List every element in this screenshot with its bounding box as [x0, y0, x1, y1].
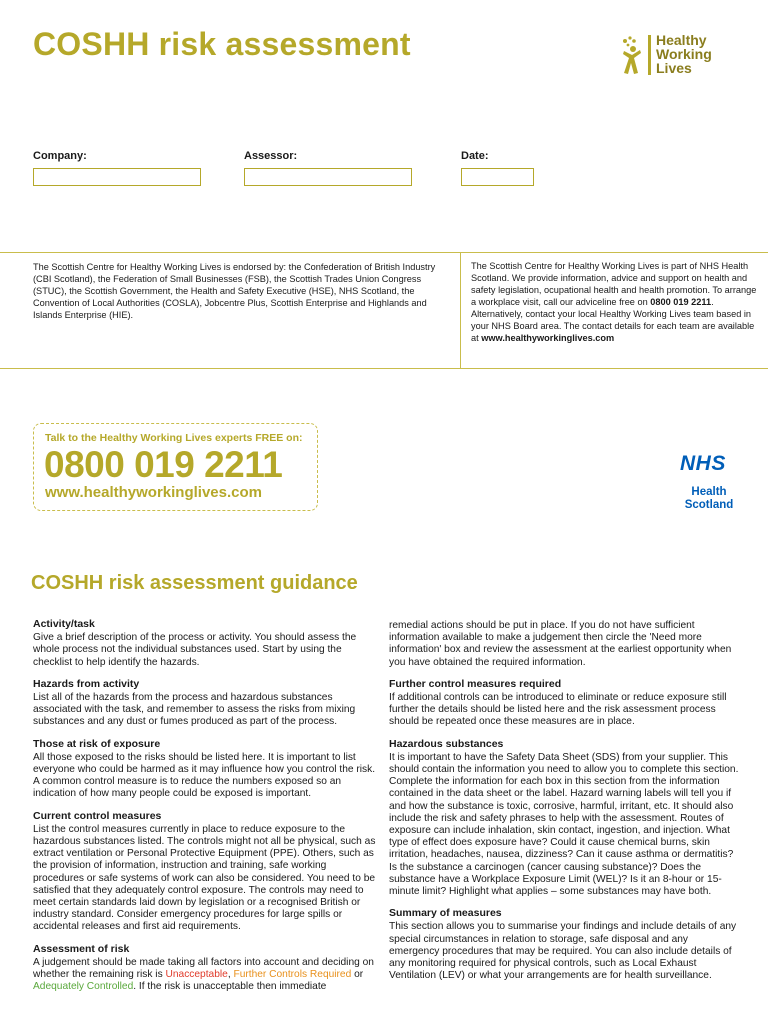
section-body: List the control measures currently in place to reduce exposure to the hazardous substances listed. The controls might not all be physical, such as extract ventilation or Personal Protective Equipment (PPE). Others, such as the provision of information, instruction and training, safe working procedures or safe systems of work can also be considered. You need to be satisfied that they adequately control exposure. The controls may need to meet certain standards laid down by legislation or a recognised British or industry standard. Consider emergency procedures for large spills or accidental releases and first aid requirements.: [33, 823, 376, 933]
section-body: It is important to have the Safety Data Sheet (SDS) from your supplier. This should contain the information you need to allow you to complete this section. Complete the information for each box in this section from the information contained in the data sheet or the label. Hazard warning labels will tell you if and how the substance is toxic, corrosive, harmful, irritant, etc. It should also include the risk and safety phrases to help with the assessment. Routes of exposure can include inhalation, skin contact, ingestion, and injection. What type of effect does exposure have? Could it cause chemical burns, skin irritation, headaches, nausea, dizziness? Can it cause asthma or dermatitis? Is the substance a carcinogen (cancer causing substance)? Does the substance have a Workplace Exposure Limit (WEL)? Is it an 8-hour or 15-minute limit? Highlight what applies – some substances may have both.: [389, 751, 739, 898]
section-hazards: [33, 678, 378, 729]
section-body: Give a brief description of the process or activity. You should assess the whole process not the individual substances used. Start by using the checklist to help identify the hazards.: [33, 632, 357, 668]
section-further-measures: [389, 678, 741, 729]
risk-further-controls: Further Controls Required: [233, 969, 352, 981]
section-heading: Activity/task: [33, 618, 95, 630]
about-text-part1: The Scottish Centre for Healthy Working Lives is part of NHS Health Scotland. We provide information, advice and support on health and safety legislation, ocupational health and health promotion. To arrange a workplace visit, call our adviceline free on: [471, 261, 757, 307]
section-remedial: [389, 620, 741, 669]
logo-line-healthy: Healthy: [656, 32, 707, 48]
section-heading: Summary of measures: [389, 907, 502, 920]
bottom-divider: [0, 368, 768, 369]
guidance-left-column: [33, 618, 378, 1002]
logo-line-lives: Lives: [656, 60, 692, 76]
section-exposure: [33, 738, 378, 801]
healthy-working-lives-logo: [620, 33, 740, 79]
helpline-box: [33, 423, 318, 511]
assessor-field[interactable]: [244, 168, 412, 186]
assessor-label: Assessor:: [244, 150, 298, 162]
nhs-line-scotland: Scotland: [684, 499, 734, 511]
section-heading: Hazards from activity: [33, 677, 140, 690]
guidance-right-column: [389, 620, 741, 991]
section-summary: [389, 907, 741, 982]
section-body: All those exposed to the risks should be listed here. It is important to list everyone who could be harmed as it may influence how you control the risk. A common control measure is to reduce the numbers exposed so an indication of how many people could be exposed is important.: [33, 751, 376, 800]
company-field[interactable]: [33, 168, 201, 186]
section-assessment: [33, 943, 378, 994]
section-heading: Current control measures: [33, 809, 162, 822]
section-heading: Hazardous substances: [389, 737, 504, 750]
section-body: [33, 957, 378, 994]
assessment-separator: or: [351, 969, 364, 981]
endorsement-text: The Scottish Centre for Healthy Working Lives is endorsed by: the Confederation of British Industry (CBI Scotland), the Federation of Small Businesses (FSB), the Scottish Trades Union Congress (STUC), the Scottish Government, the Health and Safety Executive (HSE), NHS Scotland, the Convention of Local Authorities (COSLA), Jobcentre Plus, Scottish Enterprise and Highlands and Islands Enterprise (HIE).: [33, 262, 436, 320]
logo-divider: [648, 35, 651, 75]
date-label: Date:: [461, 150, 489, 162]
helpline-phone[interactable]: 0800 019 2211: [44, 444, 283, 485]
running-figure-icon: [620, 35, 646, 77]
guidance-title: COSHH risk assessment guidance: [31, 572, 358, 594]
risk-unacceptable: Unacceptable: [165, 969, 228, 981]
assessment-text-part1: A judgement should be made taking all factors into account and deciding on whether the remaining risk is: [33, 956, 374, 981]
assessment-separator: ,: [227, 969, 234, 981]
about-text: [471, 260, 761, 344]
section-heading: Assessment of risk: [33, 942, 130, 955]
section-body: This section allows you to summarise your findings and include details of any special circumstances in relation to storage, safe disposal and any emergency procedures that may be required. You can also include details of any monitoring required for physical controls, such as Local Exhaust Ventilation (LEV) or what your arrangements are for health surveillance.: [389, 921, 737, 982]
nhs-health-scotland-logo: [676, 452, 746, 514]
section-heading: Those at risk of exposure: [33, 737, 161, 750]
section-current-controls: [33, 810, 378, 934]
about-website-link[interactable]: www.healthyworkinglives.com: [481, 333, 615, 343]
helpline-website[interactable]: www.healthyworkinglives.com: [45, 484, 263, 501]
section-body: If additional controls can be introduced to eliminate or reduce exposure still further the details should be listed here and the risk assessment process should be repeated once these measures are in place.: [389, 692, 727, 728]
section-body: List all of the hazards from the process and hazardous substances associated with the task, and remember to assess the risks from mixing substances and any dust or fumes produced as part of the process.: [33, 692, 356, 728]
about-text-part2: . Alternatively, contact your local Healthy Working Lives team based in your NHS Board area. The contact details for each team are available at: [471, 297, 755, 343]
section-activity: [33, 618, 378, 669]
section-body: remedial actions should be put in place. If you do not have sufficient information available to make a judgement then circle the 'Need more information' box and review the assessment at the earliest opportunity when you have obtained the required information.: [389, 620, 732, 668]
logo-wordmark: [656, 33, 712, 75]
about-phone: 0800 019 2211: [650, 297, 712, 307]
logo-line-working: Working: [656, 46, 712, 62]
page-title: COSHH risk assessment: [33, 26, 411, 62]
nhs-line-health: Health: [691, 486, 727, 498]
section-hazardous-substances: [389, 738, 741, 899]
top-divider: [0, 252, 768, 253]
assessment-text-part2: . If the risk is unacceptable then immediate: [133, 981, 327, 993]
nhs-wordmark: NHS: [680, 452, 726, 475]
section-heading: Further control measures required: [389, 677, 562, 690]
risk-adequately-controlled: Adequately Controlled: [33, 981, 134, 993]
company-label: Company:: [33, 150, 87, 162]
date-field[interactable]: [461, 168, 534, 186]
column-divider: [460, 252, 461, 368]
helpline-intro: Talk to the Healthy Working Lives experts FREE on:: [45, 432, 303, 444]
